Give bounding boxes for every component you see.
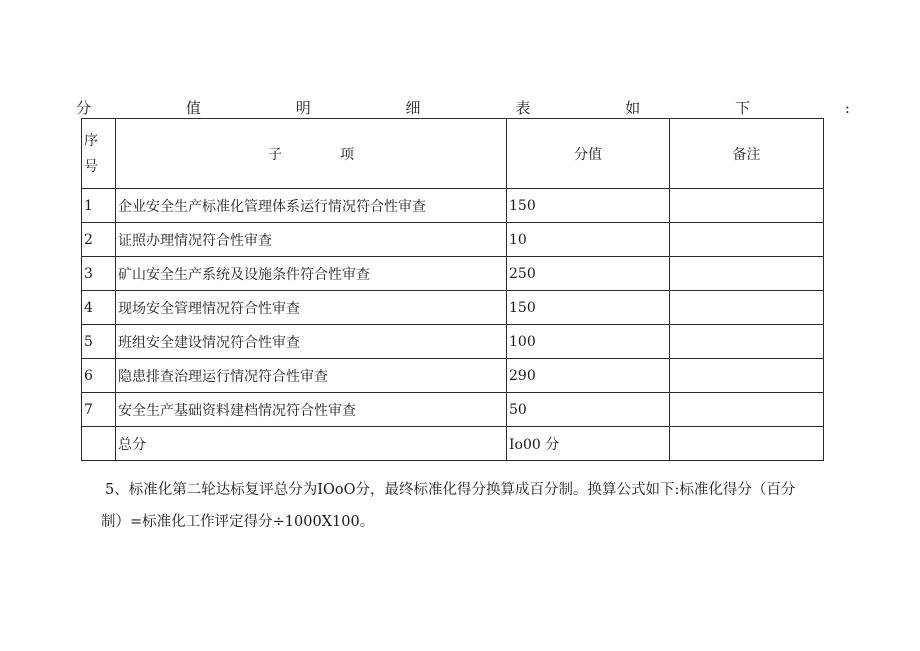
caption-char: 分 — [76, 99, 92, 117]
caption-char: 如 — [625, 99, 641, 117]
caption-char: 表 — [515, 99, 531, 117]
row-remarks — [670, 257, 824, 291]
row-number: 4 — [82, 291, 116, 325]
table-total-row — [82, 427, 824, 461]
table-header-row — [82, 119, 824, 189]
table-caption — [76, 98, 850, 118]
row-remarks — [670, 189, 824, 223]
row-item: 安全生产基础资料建档情况符合性审查 — [116, 393, 507, 427]
header-serial-top: 序 — [84, 132, 98, 149]
total-label: 总分 — [116, 427, 507, 461]
row-remarks — [670, 291, 824, 325]
row-number: 3 — [82, 257, 116, 291]
table-row — [82, 359, 824, 393]
header-serial-bottom: 号 — [84, 158, 98, 175]
row-score: 150 — [507, 189, 670, 223]
row-remarks — [670, 359, 824, 393]
row-number: 2 — [82, 223, 116, 257]
header-sub-item-a: 子 — [268, 146, 282, 163]
row-item: 矿山安全生产系统及设施条件符合性审查 — [116, 257, 507, 291]
score-table — [81, 118, 824, 461]
row-number: 5 — [82, 325, 116, 359]
row-item: 班组安全建设情况符合性审查 — [116, 325, 507, 359]
caption-char: 下 — [735, 99, 751, 117]
caption-char: 细 — [405, 99, 421, 117]
header-serial-number — [82, 119, 116, 189]
row-remarks — [670, 223, 824, 257]
row-number — [82, 427, 116, 461]
total-score: Io00 分 — [507, 427, 670, 461]
table-row — [82, 257, 824, 291]
row-remarks — [670, 325, 824, 359]
header-sub-item-b: 项 — [340, 146, 354, 163]
row-score: 50 — [507, 393, 670, 427]
row-number: 1 — [82, 189, 116, 223]
header-sub-item — [116, 119, 507, 189]
table-row — [82, 189, 824, 223]
row-remarks — [670, 427, 824, 461]
row-score: 150 — [507, 291, 670, 325]
row-score: 250 — [507, 257, 670, 291]
row-item: 企业安全生产标准化管理体系运行情况符合性审查 — [116, 189, 507, 223]
caption-char: : — [844, 99, 850, 117]
row-remarks — [670, 393, 824, 427]
caption-char: 值 — [185, 99, 201, 117]
row-item: 隐患排查治理运行情况符合性审查 — [116, 359, 507, 393]
formula-paragraph-line2: 制）=标准化工作评定得分÷1000X100。 — [101, 514, 375, 530]
table-row — [82, 291, 824, 325]
table-row — [82, 223, 824, 257]
row-score: 10 — [507, 223, 670, 257]
row-item: 现场安全管理情况符合性审查 — [116, 291, 507, 325]
caption-char: 明 — [295, 99, 311, 117]
table-row — [82, 325, 824, 359]
row-number: 6 — [82, 359, 116, 393]
table-row — [82, 393, 824, 427]
row-score: 290 — [507, 359, 670, 393]
header-remarks: 备注 — [670, 119, 824, 189]
row-number: 7 — [82, 393, 116, 427]
formula-paragraph-line1: 5、标准化第二轮达标复评总分为IOoO分，最终标准化得分换算成百分制。换算公式如下:标准化得分（百分 — [105, 482, 796, 498]
row-score: 100 — [507, 325, 670, 359]
header-score: 分值 — [507, 119, 670, 189]
row-item: 证照办理情况符合性审查 — [116, 223, 507, 257]
